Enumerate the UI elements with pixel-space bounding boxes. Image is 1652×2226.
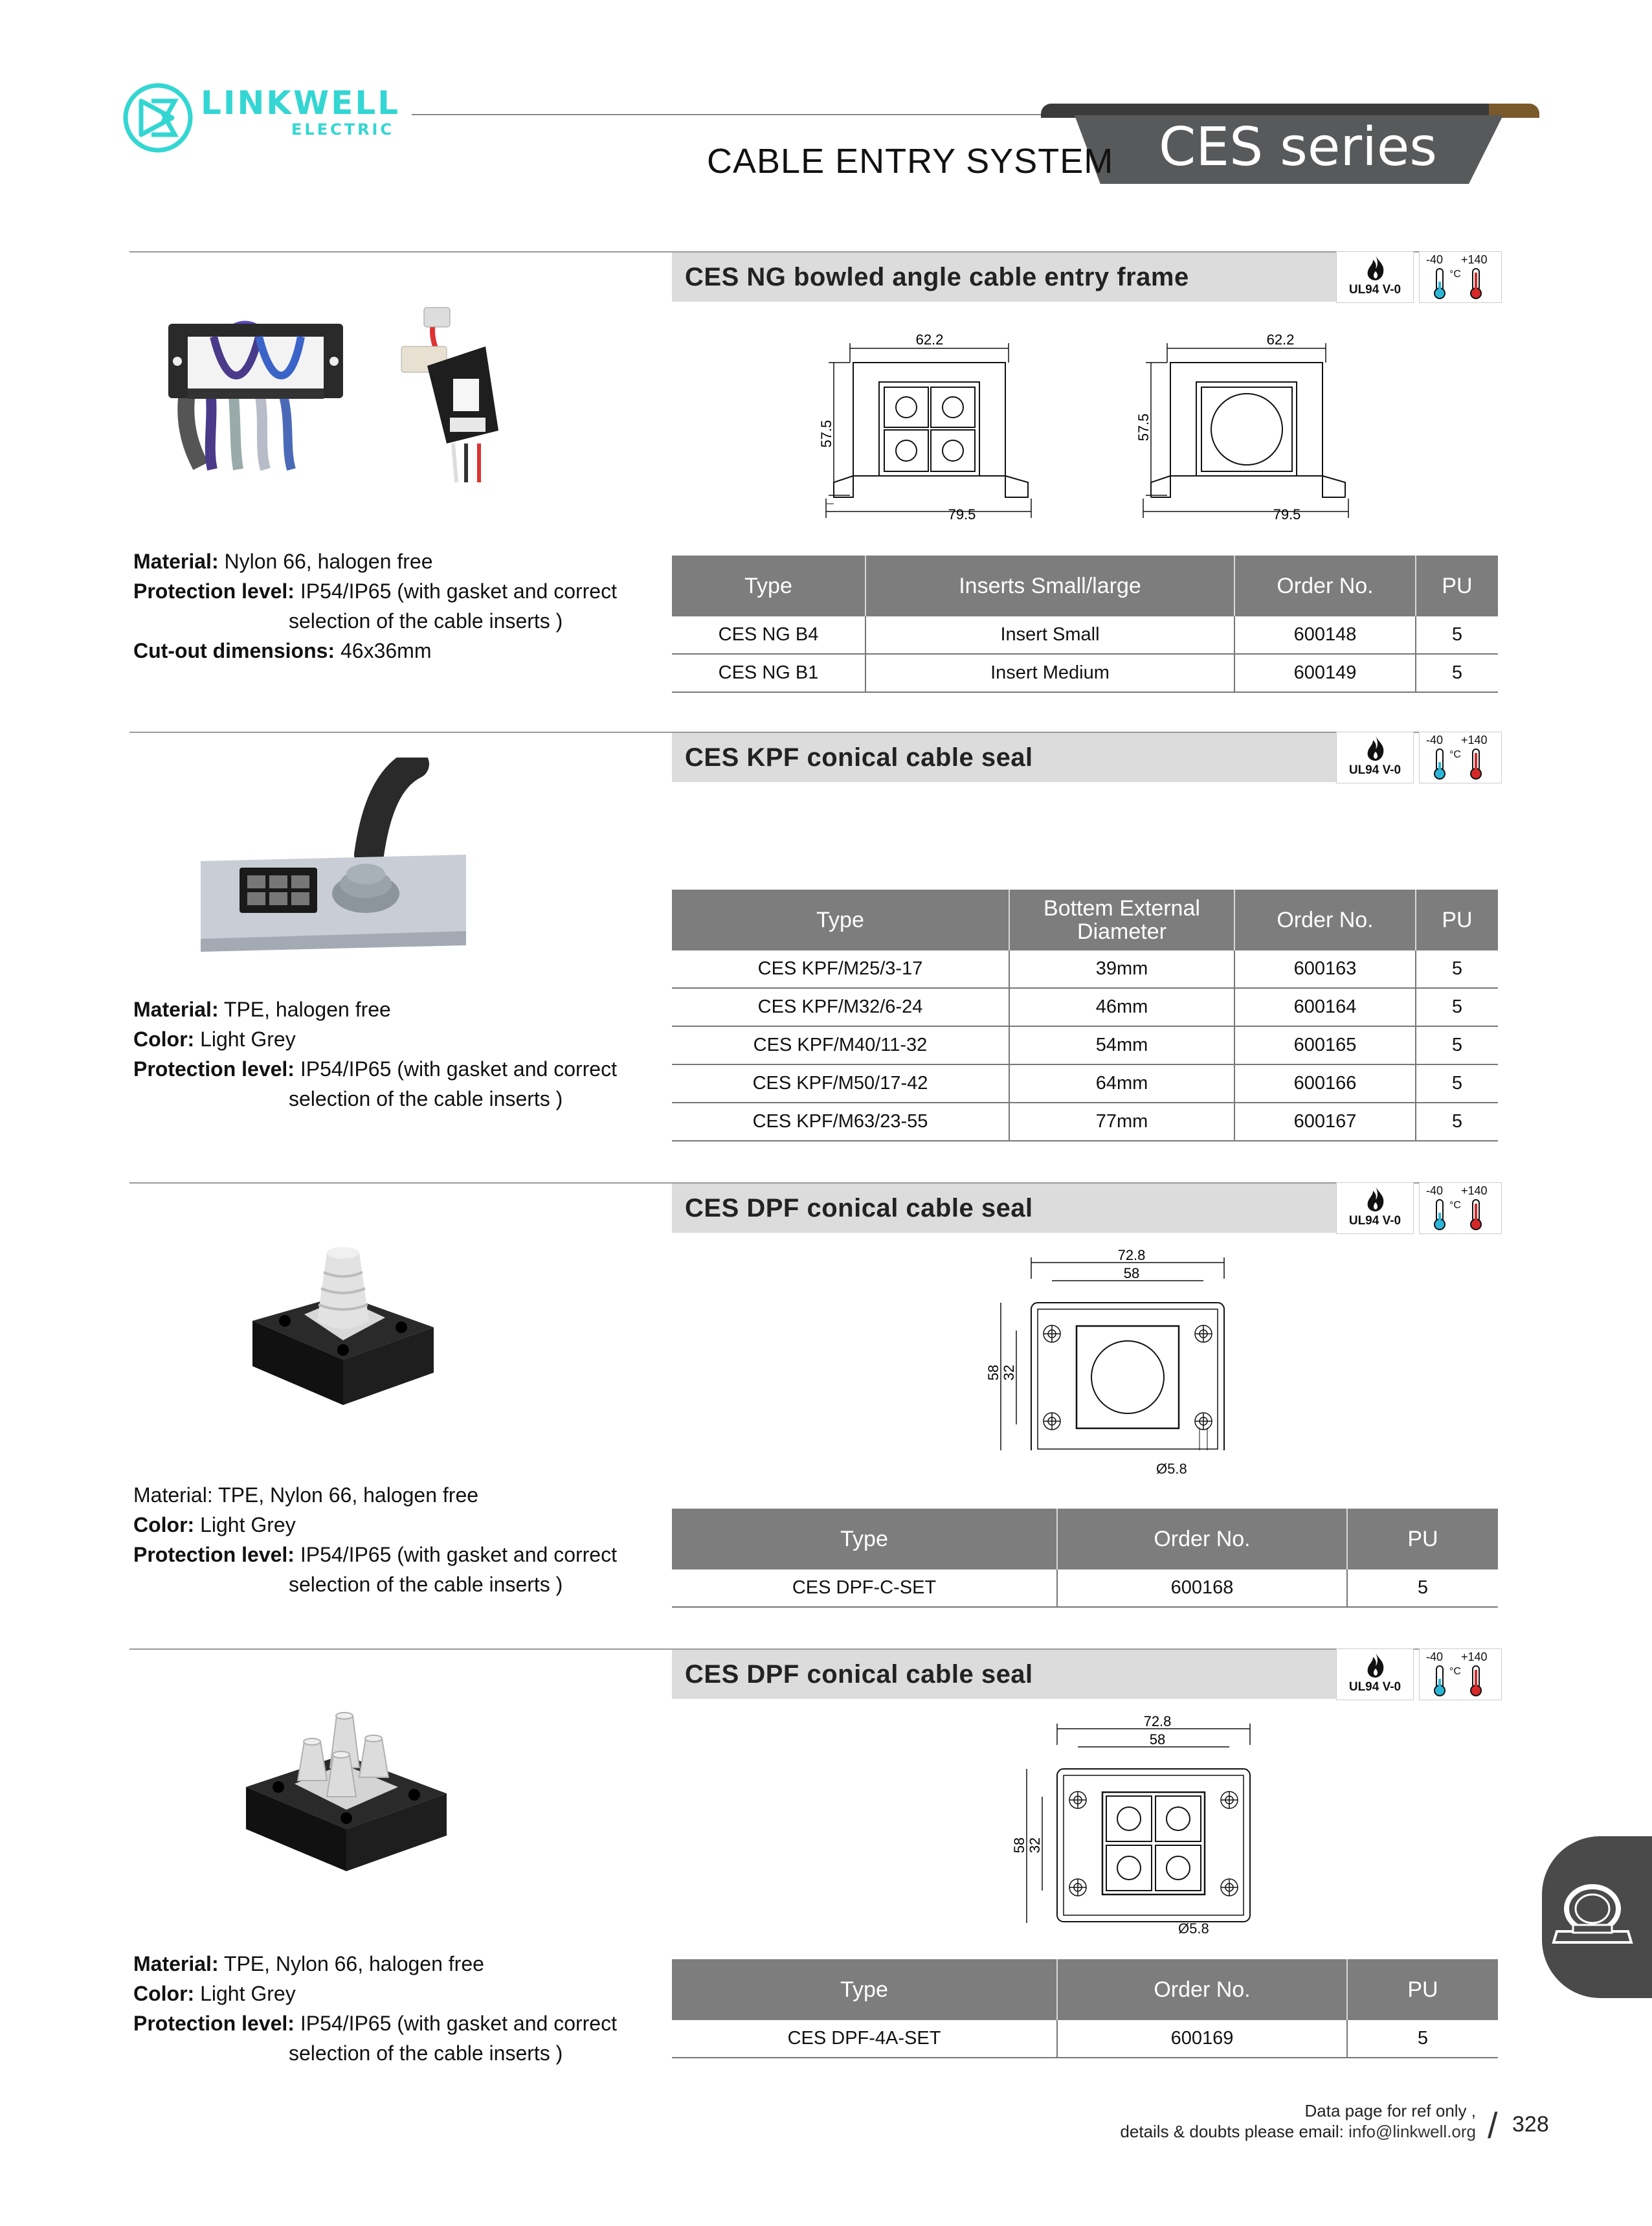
dim-outer-height: 58 [1011,1837,1027,1854]
cell-order: 600163 [1234,950,1416,988]
footer-email-link[interactable]: info@linkwell.org [1348,2122,1476,2141]
thermometer-cold-icon [1431,267,1448,300]
temp-unit: °C [1449,269,1461,280]
footer-line2: details & doubts please email: [1120,2122,1349,2141]
column-header: PU [1347,1509,1498,1569]
spec-value: IP54/IP65 (with gasket and correct [294,579,617,603]
cell-pu: 5 [1416,616,1498,654]
section-rating-icons [1336,732,1502,783]
spec-label: Protection level: [133,2012,295,2035]
spec-value: Nylon 66, halogen free [218,550,433,573]
page-divider-slash: / [1488,2105,1498,2146]
product-image-ng-frame [162,311,356,473]
page-title: CABLE ENTRY SYSTEM [707,142,1114,181]
ul94-badge [1336,251,1414,303]
cell-pu: 5 [1416,1103,1498,1141]
specs-dpf-single [133,1480,625,1599]
dim-inner-width: 58 [1149,1731,1166,1748]
brand-sub: ELECTRIC [291,120,395,139]
temperature-badge [1419,1182,1502,1234]
spec-value: Light Grey [194,1982,296,2005]
dim-height: 57.5 [818,420,834,448]
footer-line1: Data page for ref only , [1304,2101,1476,2120]
spec-label: Material: [133,1952,219,1975]
cell-diameter: 39mm [1009,950,1234,988]
temp-unit: °C [1449,1200,1461,1211]
cell-pu: 5 [1347,2020,1498,2058]
thermometer-hot-icon [1468,1198,1484,1231]
footer-note [1036,2100,1476,2142]
cell-insert: Insert Small [865,616,1234,654]
cell-order: 600165 [1234,1026,1416,1064]
product-image-ng-frame-angle [388,295,518,482]
cell-type: CES KPF/M25/3-17 [672,950,1009,988]
column-header [1009,890,1234,950]
temperature-badge [1419,251,1502,303]
cell-order: 600148 [1234,616,1416,654]
product-table-dpf-single [672,1509,1498,1608]
table-row [672,2020,1498,2058]
dim-base: 79.5 [948,506,976,523]
dim-outer-height: 58 [985,1364,1001,1381]
table-row [672,616,1498,654]
cell-type: CES KPF/M32/6-24 [672,988,1009,1026]
cell-order: 600167 [1234,1103,1416,1141]
flame-icon [1363,1652,1389,1679]
flame-icon [1363,254,1389,282]
spec-label: Protection level: [133,1543,295,1566]
product-image-kpf-seal [194,758,466,952]
temp-high: +140 [1461,253,1488,266]
ul94-label: UL94 V-0 [1348,283,1401,297]
section-rating-icons [1336,251,1502,303]
dim-width-top: 62.2 [1266,332,1295,348]
spec-value: Light Grey [194,1028,296,1051]
cell-order: 600168 [1057,1569,1347,1607]
temp-low: -40 [1426,253,1444,266]
cell-pu: 5 [1347,1569,1498,1607]
spec-value: TPE, halogen free [218,998,391,1021]
column-header: Order No. [1234,556,1416,616]
cell-pu: 5 [1416,1026,1498,1064]
spec-value: Light Grey [194,1513,296,1536]
spec-label: Color: [133,1982,195,2005]
cell-order: 600164 [1234,988,1416,1026]
table-row [672,1569,1498,1607]
section-title: CES DPF conical cable seal [685,1660,1033,1689]
cell-diameter: 54mm [1009,1026,1234,1064]
cell-type: CES NG B4 [672,616,865,654]
cell-order: 600166 [1234,1064,1416,1103]
specs-ng [133,546,625,666]
spec-label: Material: [133,998,219,1021]
column-header: Order No. [1234,890,1416,950]
dim-outer-width: 72.8 [1117,1247,1146,1263]
temp-low: -40 [1426,734,1444,747]
spec-value: 46x36mm [335,639,432,662]
temp-unit: °C [1449,749,1461,760]
brand-logo [122,79,401,157]
column-header: Type [672,1509,1057,1569]
cell-type: CES KPF/M50/17-42 [672,1064,1009,1103]
spec-value: IP54/IP65 (with gasket and correct [294,1057,617,1081]
table-row [672,1103,1498,1141]
dimension-drawing-dpf-single [976,1243,1248,1450]
header-line: Diameter [1077,919,1166,944]
spec-value: Material: TPE, Nylon 66, halogen free [133,1483,479,1507]
product-table-ng [672,556,1498,693]
table-row [672,988,1498,1026]
spec-value: IP54/IP65 (with gasket and correct [294,2012,617,2035]
column-header: Order No. [1057,1509,1347,1569]
dim-outer-width: 72.8 [1143,1713,1172,1729]
ul94-badge [1336,732,1414,783]
brand-name: LINKWELL [201,84,401,122]
page-number: 328 [1512,2112,1549,2137]
cell-pu: 5 [1416,1064,1498,1103]
section-rating-icons [1336,1182,1502,1234]
column-header: PU [1416,890,1498,950]
dim-inner-height: 32 [1027,1837,1043,1854]
column-header: Order No. [1057,1959,1347,2020]
section-title: CES DPF conical cable seal [685,1194,1033,1222]
specs-dpf-quad [133,1949,625,2068]
cell-pu: 5 [1416,654,1498,692]
dimension-drawing-ng-b4 [808,324,1080,531]
temp-high: +140 [1461,1184,1488,1197]
flame-icon [1363,735,1389,762]
cell-diameter: 77mm [1009,1103,1234,1141]
side-category-tab[interactable] [1542,1836,1652,1998]
table-row [672,950,1498,988]
header-line: Bottem External [1044,896,1200,921]
spec-value: selection of the cable inserts ) [289,2041,563,2065]
spec-value: TPE, Nylon 66, halogen free [218,1952,484,1975]
thermometer-hot-icon [1468,748,1484,780]
cell-order: 600149 [1234,654,1416,692]
section-title: CES KPF conical cable seal [685,743,1033,772]
dim-hole: Ø5.8 [1156,1461,1187,1477]
dim-width-top: 62.2 [915,332,944,348]
section-title: CES NG bowled angle cable entry frame [685,263,1189,291]
ul94-label: UL94 V-0 [1348,1680,1401,1694]
cell-type: CES KPF/M63/23-55 [672,1103,1009,1141]
thermometer-hot-icon [1468,267,1484,300]
dim-inner-width: 58 [1123,1265,1140,1281]
column-header: Inserts Small/large [865,556,1234,616]
product-table-kpf [672,890,1498,1141]
cell-order: 600169 [1057,2020,1347,2058]
thermometer-cold-icon [1431,748,1448,780]
dimension-drawing-ng-b1 [1125,324,1397,531]
cell-type: CES NG B1 [672,654,865,692]
spec-value: selection of the cable inserts ) [289,1087,563,1110]
thermometer-cold-icon [1431,1665,1448,1697]
spec-label: Protection level: [133,1057,295,1081]
ul94-label: UL94 V-0 [1348,763,1401,777]
dim-hole: Ø5.8 [1178,1920,1209,1937]
table-row [672,654,1498,692]
linkwell-logo-icon [122,82,194,154]
ul94-label: UL94 V-0 [1348,1214,1401,1228]
spec-value: IP54/IP65 (with gasket and correct [294,1543,617,1566]
temp-high: +140 [1461,1650,1488,1663]
column-header: Type [672,556,865,616]
table-row [672,1064,1498,1103]
table-row [672,1026,1498,1064]
temp-low: -40 [1426,1184,1444,1197]
column-header: Type [672,1959,1057,2020]
temperature-badge [1419,732,1502,783]
spec-label: Material: [133,550,219,573]
dimension-drawing-dpf-quad [1002,1709,1274,1929]
ul94-badge [1336,1182,1414,1234]
flame-icon [1363,1186,1389,1213]
column-header: PU [1347,1959,1498,2020]
cell-pu: 5 [1416,950,1498,988]
spec-label: Protection level: [133,579,295,603]
dim-base: 79.5 [1273,506,1301,523]
column-header: PU [1416,556,1498,616]
spec-value: selection of the cable inserts ) [289,609,563,633]
cable-clamp-icon [1547,1870,1638,1961]
spec-value: selection of the cable inserts ) [289,1573,563,1596]
cell-pu: 5 [1416,988,1498,1026]
thermometer-hot-icon [1468,1665,1484,1697]
thermometer-cold-icon [1431,1198,1448,1231]
spec-label: Color: [133,1513,195,1536]
product-image-dpf-single [246,1243,440,1424]
column-header: Type [672,890,1009,950]
spec-label: Cut-out dimensions: [133,639,335,662]
ul94-badge [1336,1648,1414,1700]
temp-high: +140 [1461,734,1488,747]
cell-diameter: 64mm [1009,1064,1234,1103]
product-table-dpf-quad [672,1959,1498,2058]
dim-inner-height: 32 [1001,1364,1017,1381]
series-title: CES series [1159,117,1438,178]
section-rating-icons [1336,1648,1502,1700]
temperature-badge [1419,1648,1502,1700]
dim-height: 57.5 [1135,413,1152,442]
product-image-dpf-quad [240,1696,460,1891]
cell-type: CES DPF-C-SET [672,1569,1057,1607]
cell-insert: Insert Medium [865,654,1234,692]
temp-unit: °C [1449,1666,1461,1677]
temp-low: -40 [1426,1650,1444,1663]
cell-type: CES KPF/M40/11-32 [672,1026,1009,1064]
cell-type: CES DPF-4A-SET [672,2020,1057,2058]
specs-kpf [133,995,625,1114]
spec-label: Color: [133,1028,195,1051]
cell-diameter: 46mm [1009,988,1234,1026]
